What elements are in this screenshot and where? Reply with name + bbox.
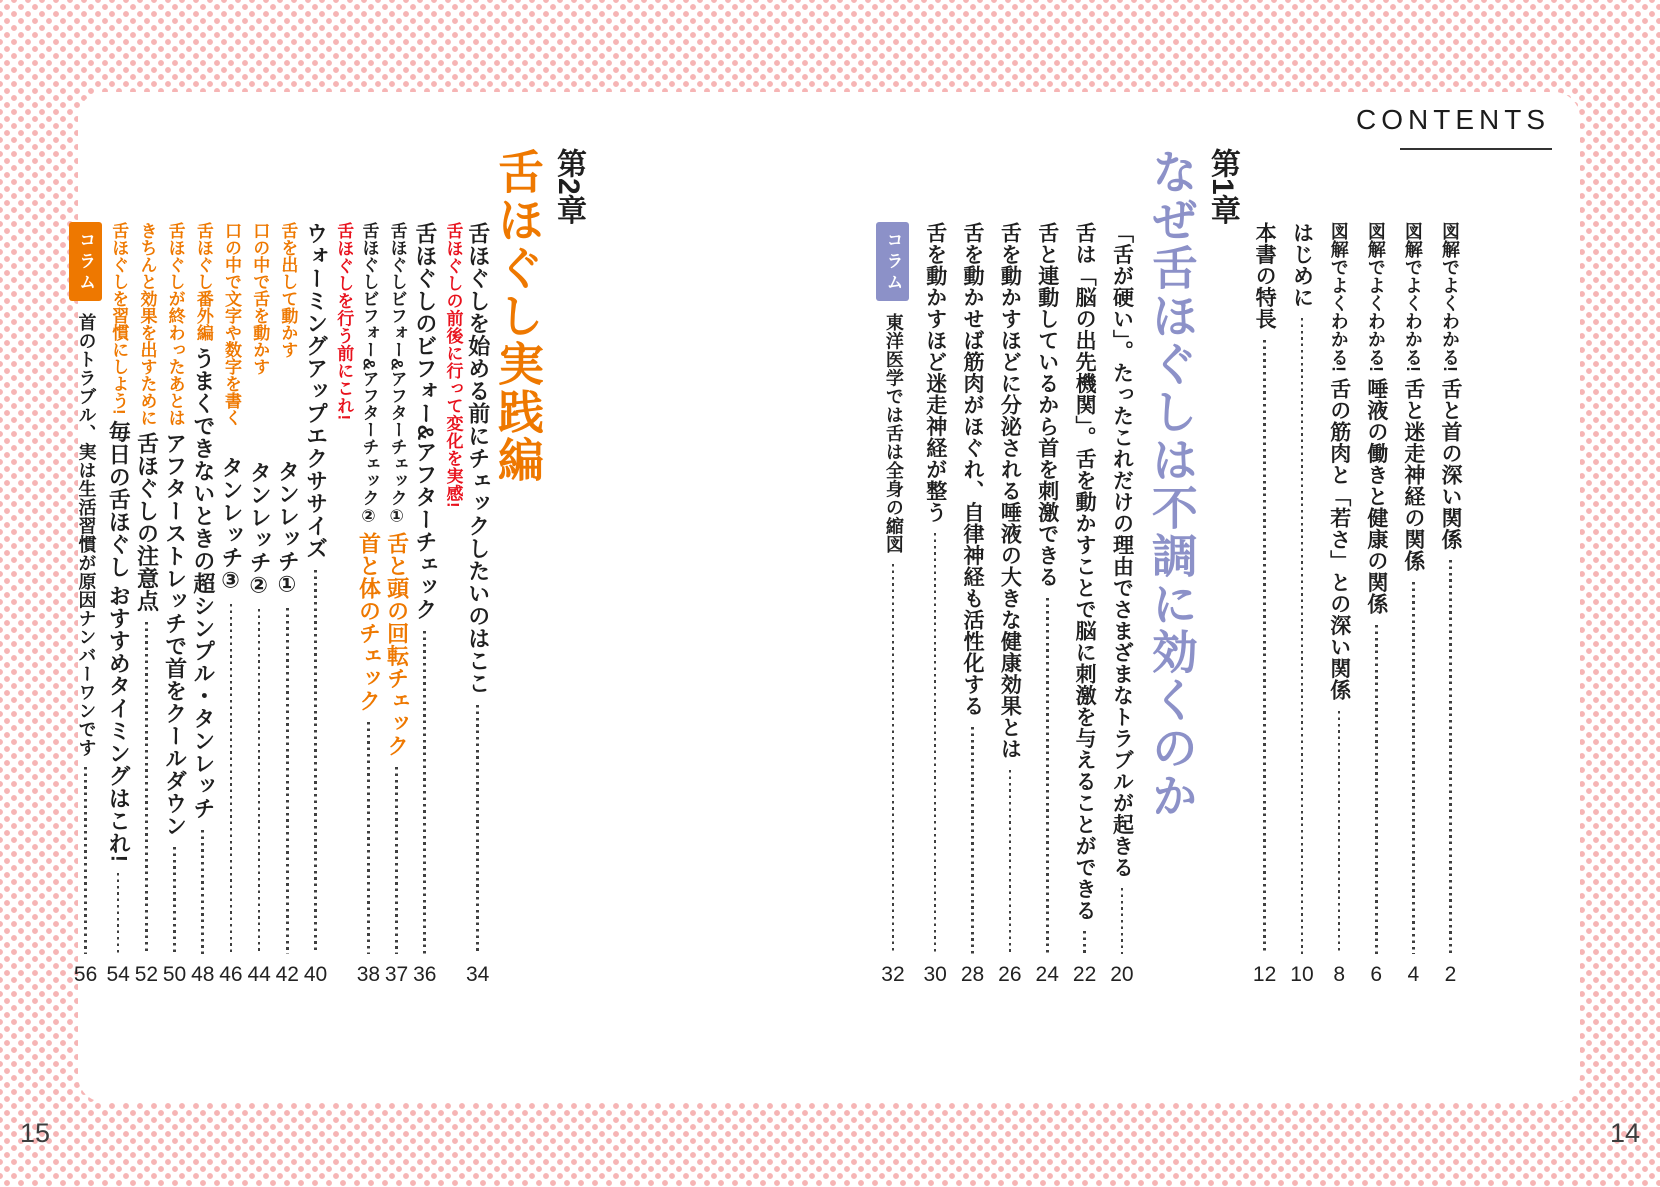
toc-page-number: 52 [134, 963, 159, 986]
toc-text [883, 313, 903, 554]
toc-page-number: 2 [1444, 963, 1457, 986]
toc-main: 舌と連動しているから首を刺激できる [1035, 222, 1059, 588]
toc-page-number: 26 [998, 963, 1022, 986]
toc-leader-dots [84, 767, 87, 954]
toc-leader-dots [1009, 770, 1012, 955]
toc-text [466, 222, 490, 695]
toc-leader-dots [1046, 598, 1049, 955]
contents-title: CONTENTS [1356, 104, 1550, 135]
toc-page-number: 10 [1290, 963, 1314, 986]
toc-entry [876, 222, 909, 987]
toc-annotation-line [443, 222, 462, 987]
toc-entry [191, 222, 215, 987]
toc-prefix: 図解でよくわかる! [1328, 222, 1349, 372]
toc-leader-dots [1449, 560, 1452, 954]
toc-leader-dots [1375, 625, 1378, 955]
toc-text [191, 222, 215, 820]
toc-line [134, 222, 158, 987]
toc-leader-dots [476, 705, 479, 955]
toc-text [1073, 222, 1096, 921]
toc-line [275, 222, 299, 987]
toc-main: 舌ほぐしのビフォー&アフターチェック [412, 222, 438, 621]
toc-leader-dots [1263, 340, 1266, 955]
toc-main: 舌を動かすほどに分泌される唾液の大きな健康効果とは [998, 222, 1022, 760]
toc-prefix: 舌ほぐしを習慣にしよう! [109, 222, 129, 415]
toc-entry [1073, 222, 1096, 987]
toc-line [923, 222, 946, 987]
toc-prefix: 舌ほぐしビフォー&アフターチェック② [359, 222, 379, 527]
toc-leader-dots [117, 873, 120, 954]
toc-main: 舌の筋肉と「若さ」との深い関係 [1327, 378, 1351, 701]
toc-entry [1253, 222, 1276, 987]
toc-entry [1365, 222, 1388, 987]
toc-text [275, 222, 299, 598]
chapter-title-line [1145, 148, 1198, 913]
toc-main: ウォーミングアップエクササイズ [303, 222, 329, 560]
chapter-number: 第1章 [1205, 148, 1239, 225]
toc-page-number: 20 [1110, 963, 1134, 986]
toc-prefix: 図解でよくわかる! [1440, 222, 1460, 372]
toc-line [106, 222, 130, 987]
toc-prefix: 図解でよくわかる! [1402, 222, 1423, 372]
toc-annotation: 舌ほぐしを行う前にこれ! [334, 222, 354, 421]
toc-annotation: 舌ほぐしの前後に行って変化を実感! [443, 222, 463, 509]
toc-page-number: 44 [247, 963, 271, 986]
toc-main: 東洋医学では舌は全身の縮図 [883, 313, 904, 554]
toc-page-number: 37 [384, 963, 409, 986]
toc-entry [247, 222, 271, 987]
toc-prefix: きちんと効果を出すために [137, 222, 157, 426]
column-badge: コラム [876, 222, 909, 301]
toc-line [384, 222, 408, 987]
toc-line [1073, 222, 1096, 987]
toc-page-number: 4 [1407, 963, 1420, 986]
toc-entry [413, 222, 462, 987]
toc-main: はじめに [1290, 222, 1314, 308]
toc-entry [1402, 222, 1425, 987]
toc-line [998, 222, 1021, 987]
toc-prefix: 舌ほぐしビフォー&アフターチェック① [387, 222, 407, 527]
toc-page-number: 40 [303, 963, 328, 986]
toc-text [1290, 222, 1313, 308]
toc-text [1328, 222, 1351, 701]
toc-main: 毎日の舌ほぐし おすすめタイミングはこれ! [106, 420, 132, 863]
toc-entry [998, 222, 1021, 987]
toc-line [191, 222, 215, 987]
toc-line [1439, 222, 1462, 987]
toc-entry [1439, 222, 1462, 987]
toc-text [924, 222, 947, 523]
toc-page-number: 24 [1035, 963, 1059, 986]
toc-page-number: 38 [356, 963, 381, 986]
toc-leader-dots [230, 604, 233, 954]
chapter-title-line [494, 148, 542, 913]
toc-entry [106, 222, 130, 987]
toc-prefix: 図解でよくわかる! [1365, 222, 1386, 372]
right-page-toc-chapter1 [876, 148, 1462, 987]
toc-line [69, 222, 102, 987]
toc-main: 舌は「脳の出先機関」。舌を動かすことで脳に刺激を与えることができる [1073, 222, 1097, 921]
toc-leader-dots [367, 722, 370, 954]
toc-leader-dots [934, 533, 937, 954]
toc-prefix: 口の中で舌を動かす [250, 222, 270, 375]
toc-line [247, 222, 271, 987]
toc-entry [466, 222, 490, 987]
toc-leader-dots [173, 847, 176, 954]
toc-page-number: 28 [960, 963, 985, 986]
toc-prefix: 口の中で文字や数字を書く [222, 222, 242, 426]
toc-text [1439, 222, 1462, 550]
toc-page-number: 56 [73, 963, 98, 986]
toc-leader-dots [286, 608, 289, 954]
toc-line [1328, 222, 1351, 987]
chapter-heading [494, 148, 585, 913]
toc-leader-dots [258, 609, 261, 954]
toc-main: 舌と迷走神経の関係 [1401, 378, 1425, 572]
toc-main: 舌を動かせば筋肉がほぐれ、自律神経も活性化する [961, 222, 985, 717]
toc-text [961, 222, 984, 717]
toc-page-number: 30 [923, 963, 947, 986]
toc-main: 舌ほぐしの注意点 [134, 432, 160, 612]
toc-text [998, 222, 1021, 760]
toc-leader-dots [1338, 711, 1341, 955]
toc-text [219, 222, 243, 594]
toc-entry [1328, 222, 1351, 987]
toc-entry [275, 222, 299, 987]
toc-main: 「舌が硬い」。たったこれだけの理由でさまざまなトラブルが起きる [1110, 222, 1134, 878]
toc-entry [303, 222, 352, 987]
chapter-number-line [552, 148, 585, 913]
chapter-title: 舌ほぐし実践編 [492, 148, 544, 484]
toc-page-number: 6 [1370, 963, 1383, 986]
toc-leader-dots [1121, 888, 1124, 954]
toc-page-number: 54 [106, 963, 130, 986]
toc-main: うまくできないときの超シンプル・タンレッチ [190, 347, 216, 820]
toc-main: 舌と首の深い関係 [1439, 378, 1462, 550]
toc-entry [1036, 222, 1059, 987]
toc-prefix: 舌ほぐしが終わったあとは [165, 222, 185, 426]
toc-page-number: 36 [413, 963, 437, 986]
toc-page-number: 12 [1252, 963, 1277, 986]
toc-entry [923, 222, 946, 987]
page-number-left: 15 [20, 1118, 51, 1148]
toc-text [1036, 222, 1059, 588]
left-page-toc-chapter2 [69, 148, 585, 987]
toc-main: アフターストレッチで首をクールダウン [162, 432, 188, 837]
toc-text [134, 222, 158, 612]
toc-page-number: 50 [162, 963, 187, 986]
column-badge: コラム [69, 222, 102, 301]
toc-line [961, 222, 984, 987]
toc-main: タンレッチ③ [219, 456, 245, 594]
toc-line [162, 222, 186, 987]
toc-text [106, 222, 130, 863]
toc-leader-dots [1301, 318, 1304, 954]
toc-leader-dots [1083, 931, 1086, 954]
toc-text [1253, 222, 1276, 330]
toc-entry [162, 222, 186, 987]
toc-leader-dots [395, 767, 398, 954]
toc-line [1402, 222, 1425, 987]
toc-text [76, 313, 96, 757]
toc-line [1253, 222, 1276, 987]
toc-main: タンレッチ② [247, 461, 273, 599]
toc-leader-dots [314, 570, 317, 955]
toc-main: タンレッチ① [275, 460, 301, 598]
chapter-heading [1145, 148, 1239, 913]
toc-prefix: 舌ほぐし番外編 [193, 222, 213, 341]
toc-entry [1110, 222, 1133, 987]
toc-page-number: 22 [1072, 963, 1097, 986]
chapter-title: なぜ舌ほぐしは不調に効くのか [1145, 148, 1198, 820]
toc-line [219, 222, 243, 987]
toc-line [356, 222, 380, 987]
toc-annotation-line [334, 222, 353, 987]
contents-underline [1400, 148, 1552, 150]
toc-entry [356, 222, 380, 987]
toc-line [1290, 222, 1313, 987]
toc-line [413, 222, 437, 987]
toc-main: 舌を動かすほど迷走神経が整う [923, 222, 947, 523]
toc-line [303, 222, 327, 987]
toc-text [384, 222, 408, 757]
toc-page-number: 46 [219, 963, 243, 986]
toc-prefix: 舌を出して動かす [278, 222, 298, 358]
toc-text [247, 222, 271, 599]
toc-leader-dots [1412, 582, 1415, 955]
toc-page-number: 42 [275, 963, 299, 986]
toc-entry [384, 222, 408, 987]
toc-page-number: 48 [191, 963, 215, 986]
toc-entry [134, 222, 158, 987]
toc-entry [961, 222, 984, 987]
toc-line [1365, 222, 1388, 987]
toc-main: 首のトラブル、実は生活習慣が原因ナンバーワンです [76, 313, 97, 757]
book-spread [73, 92, 1580, 1102]
toc-leader-dots [971, 727, 974, 955]
toc-text [413, 222, 437, 621]
chapter-number: 第2章 [552, 148, 585, 225]
toc-main: 舌ほぐしを始める前にチェックしたいのはここ [465, 222, 491, 695]
toc-entry [69, 222, 102, 987]
toc-text [303, 222, 327, 560]
toc-page-number: 8 [1333, 963, 1346, 986]
toc-text [356, 222, 380, 712]
page-number-right: 14 [1609, 1118, 1640, 1148]
toc-page-number: 32 [881, 963, 905, 986]
toc-text [162, 222, 186, 837]
toc-main: 舌と頭の回転チェック [384, 532, 410, 758]
toc-text [1110, 222, 1133, 878]
toc-text [1365, 222, 1388, 615]
toc-leader-dots [201, 830, 204, 955]
toc-text [1402, 222, 1425, 572]
toc-page-number: 34 [465, 963, 490, 986]
chapter-number-line [1206, 148, 1239, 913]
toc-leader-dots [145, 622, 148, 954]
toc-leader-dots [423, 631, 426, 954]
toc-main: 唾液の働きと健康の関係 [1364, 378, 1388, 615]
toc-main: 本書の特長 [1253, 222, 1277, 330]
toc-line [1036, 222, 1059, 987]
toc-line [876, 222, 909, 987]
toc-leader-dots [892, 564, 895, 955]
toc-line [466, 222, 490, 987]
toc-entry [1290, 222, 1313, 987]
toc-line [1110, 222, 1133, 987]
toc-main: 首と体のチェック [356, 532, 382, 713]
toc-entry [219, 222, 243, 987]
